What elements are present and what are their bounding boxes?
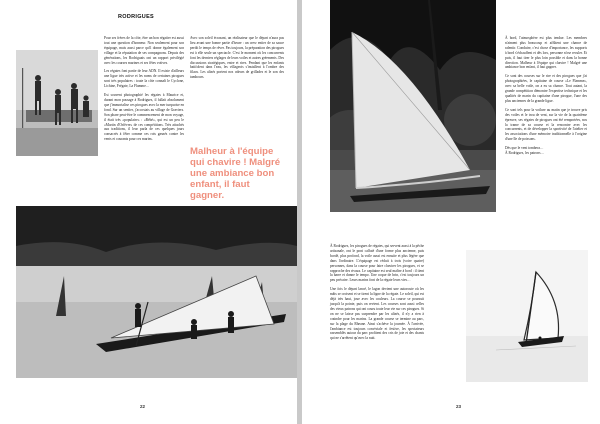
paragraph: Est souvent photographié les régates à Maurice et, durant mon passage à Rodrigues, il fallait absolument que j'immortalise ces pirogues avec la mer turquoise en fond. Sur un sentier, j'accostais au village de Graviers. Son phare peut-être le commencement de mon voyage, il était très «populaire» : «Bébé», qui est un peu le «Martin d'Orfèvre» de ces compétitions. Très attachés aux traditions, il leur parla de ces quelques jours consacrés à fêter comme ces rois gasnés contre les vents et courants pour ces marins. <box>104 93 184 142</box>
left-column-1 <box>104 36 184 142</box>
paragraph: Les régates font partie de leur ADN. Il existe d'ailleurs une ligue très active et les noms de certaines pirogues sont très populaires : toute la côte connaît le Cyclone, Lichine, Frégate, La Flamme… <box>104 69 184 89</box>
paragraph: À bord, l'atmosphère est plus tendue. Les membres n'aiment plus beaucoup et affûtent une chance de ralentir. Conduire, c'est chose d'importance, les supports à bord s'échauffent et dès lors, personne n'ose reculer. Et puis, il faut tirer le plus loin possible et dans la bonne direction. Malheur à l'équipe qui chavire ! Malgré une ambiance bon enfant, il faut gagner. <box>505 36 587 70</box>
paragraph: Pour ses frères de la côte, être un bon régatier est aussi tout une question d'honneur. Non seulement pour son équipage, mais aussi parce qu'il donne également son village et la réputation de ses compagnons. Depuis des générations, les Rodriguais ont un rapport privilégié avec les courses marines et ses fêtes votives. <box>104 36 184 65</box>
paragraph: À Rodrigues, les pirogues de régates, qui servent aussi à la pêche artisanale, ont le pont calfaté d'une forme plus ancienne, puis bordé, plus profond, la voile aussi est ensuite et plus légère que dans l'ordinaire. L'équipage est réduit à trois (voire quatre) personnes, dans la course pour faire chavirer les pirogues, et se rapproche des rivaux. Le capitaine est seul maître à bord : il tient la barre et donne le tempo. Une coque de brin, c'est toujours un peu précaire. Leurs marins font de la régate leurs vies… <box>330 244 424 283</box>
paragraph: Dès que le vent tombera… <box>505 146 544 151</box>
page-number: 23 <box>456 404 462 409</box>
left-page <box>0 0 297 424</box>
paragraph: Ce sont des courses sur le rire et des pirogues que j'ai photographiées, le capitaine de course «Le Flamme», avec sa belle voile, on a eu sa chance. Tout autant, la grande compétition démontre l'expertise technique et les qualités de marin du capitaine d'une pirogue, l'une des plus anciennes de la grande ligue. <box>505 74 587 103</box>
right-page <box>302 0 600 424</box>
crew-photo-image <box>16 50 98 156</box>
paragraph: Avec son soleil écrasant, un réalisateur que le départ n'aura pas lieu avant une bonne partie d'heure : un crew entier de sa sauce perdit le temps de rêver. Pas toujours, la préparation des pirogues est à elle seule un spectacle. C'est le moment où les concurrents font les derniers réglages de leurs voiles et autres gréements. Des discussions stratégiques, entre et rires. Pendant que les enfants batifolent dans l'eau, les villageois s'installent à l'ombre des filaos. Les alizés portent nos odeurs de grillades et le son des tambours. <box>190 36 284 80</box>
sail-photo-image <box>330 0 496 212</box>
paragraph: À Rodrigues, les patrons… <box>505 151 545 156</box>
regatta-photo-image <box>16 206 297 378</box>
paragraph: Ce sont tels pour la voilure au matin que je trouve pris des voiles et le trou de vent, sur la vie de la quatrième épreuve, ses régates de pirogues ont été remportées, nos la trame de sa course et la rencontre avec les concurrents, et de développer la sportivité de l'atelier et les associations d'une mémoire traditionnelle à l'origine d'une île de poissons. <box>505 107 587 142</box>
right-column-top <box>505 36 587 156</box>
paragraph: Une fois le départ lancé, le lagon devient une autoroute où les mâts se croisent et se tirent la ligne de la régate. Le soleil, qui est déjà très haut, joue avec les couleurs. La course se poursuit jusqu'à la pointe, puis on revient. Les courses sont aussi celles des vieux patrons qui ont couru toute leur vie sur ces pirogues. Si on ne se laisse pas surprendre par les alizés, il n'y a rien à craindre pour les marins. La grande course se termine au parc, sur la plage du Rheane. Ainsi s'achève la journée. À l'arrivée, l'ambiance est toujours conviviale et festive, les spectateurs rassemblés autour du parc profitent des cris de joie et des chants qui ne s'arrêtent qu'avec la nuit. <box>330 287 424 341</box>
page-number: 22 <box>140 404 146 409</box>
regatta-photo <box>16 206 297 378</box>
pull-quote: Malheur à l'équipe qui chavire ! Malgré une ambiance bon enfant, il faut gagner. <box>190 146 281 201</box>
sail-photo <box>330 0 496 212</box>
crew-photo <box>16 50 98 156</box>
right-column-bottom <box>330 244 424 341</box>
sailboat-photo <box>466 250 588 382</box>
page-header: RODRIGUES <box>118 14 155 20</box>
sailboat-photo-image <box>466 250 588 382</box>
left-column-2 <box>190 36 284 80</box>
